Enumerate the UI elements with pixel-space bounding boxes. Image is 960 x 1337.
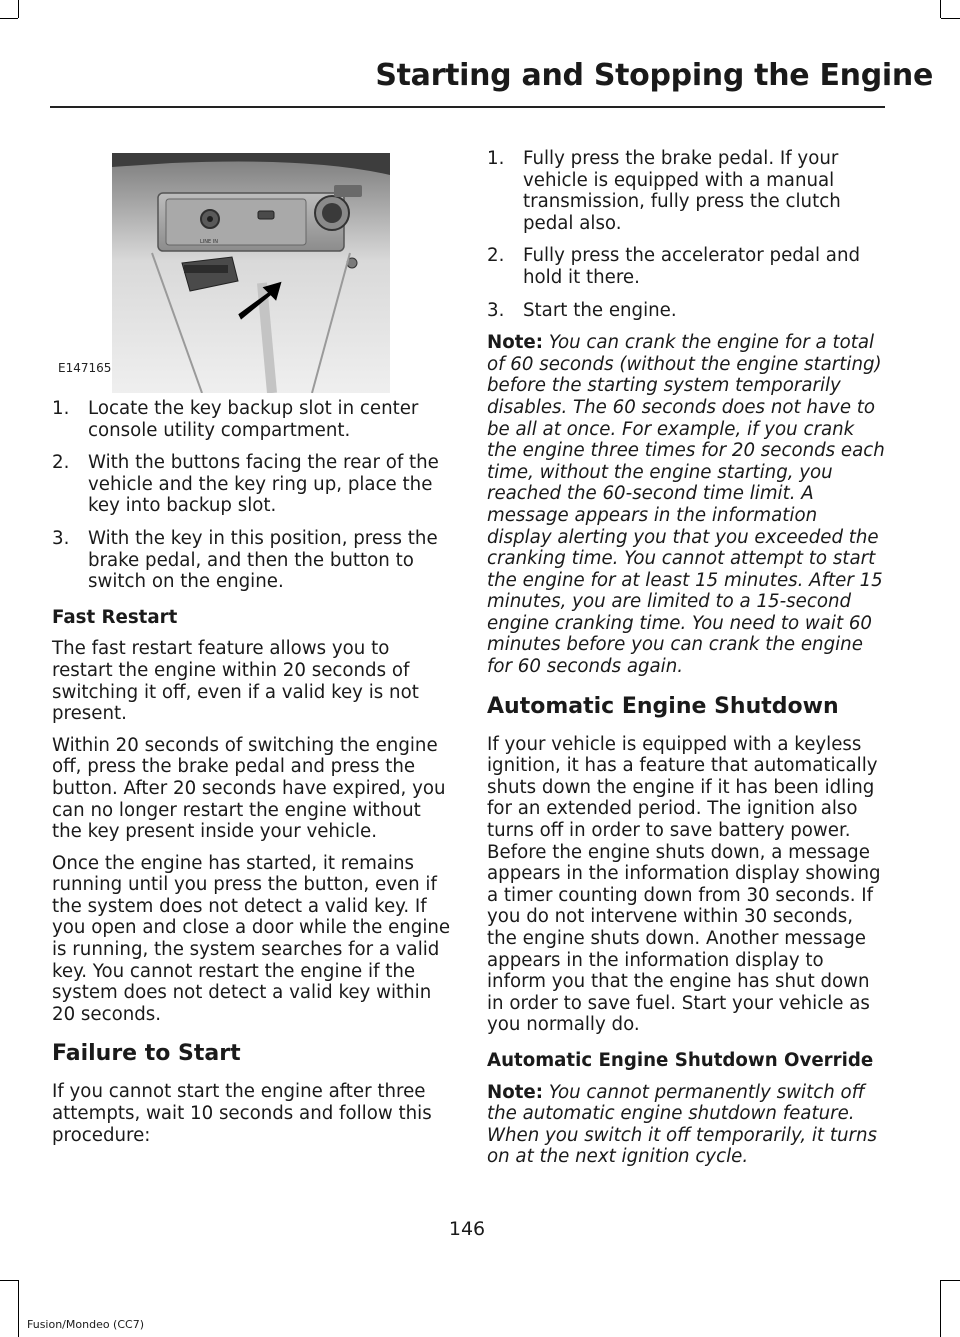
right-column [487,148,885,1178]
automatic-shutdown-heading: Automatic Engine Shutdown [487,693,839,719]
failure-steps [487,148,885,321]
override-note [487,1082,885,1168]
console-slot-illustration [112,153,390,393]
crop-mark [18,1280,19,1337]
shutdown-override-heading: Automatic Engine Shutdown Override [487,1049,874,1071]
list-item [487,245,885,288]
list-item [52,398,452,441]
crop-mark [0,18,18,19]
step-number: 3. [52,527,70,549]
list-item [487,148,885,234]
line-in-label: LINE IN [200,239,218,245]
step-text: With the key in this position, press the brake pedal, and then the button to switch on the engine. [88,527,438,593]
paragraph: Once the engine has started, it remains running until you press the button, even if the system does not detect a valid key. If you open and close a door while the engine is running, the system searches for a valid key. You cannot restart the engine if the system does not detect a valid key within 20 seconds. [52,852,451,1025]
step-text: Locate the key backup slot in center console utility compartment. [88,398,419,441]
note-label: Note: [487,1081,544,1103]
backup-slot-steps [52,398,452,593]
step-number: 2. [52,452,70,474]
cranking-note [487,332,885,678]
page-number: 146 [448,1218,486,1240]
footer-model: Fusion/Mondeo (CC7) [27,1318,145,1331]
paragraph: If you cannot start the engine after three attempts, wait 10 seconds and follow this procedure: [52,1081,432,1146]
paragraph: Within 20 seconds of switching the engine off, press the brake pedal and press the button. After 20 seconds have expired, you can no longer restart the engine without the key present inside your vehicle. [52,734,446,843]
step-number: 3. [487,299,505,321]
crop-mark [18,0,19,18]
step-text: Fully press the brake pedal. If your vehicle is equipped with a manual transmission, fully press the clutch pedal also. [523,148,841,234]
note-label: Note: [487,332,544,354]
crop-mark [0,1280,18,1281]
figure-id: E147165 [58,361,112,375]
crop-mark [941,1280,960,1281]
paragraph: If your vehicle is equipped with a keyless ignition, it has a feature that automatically shuts down the engine if it has been idling for an extended period. The ignition also turns off in order to save battery power. Before the engine shuts down, a message appears in the information display showing a timer counting down from 30 seconds. If you do not intervene within 30 seconds, the engine shuts down. Another message appears in the information display to inform you that the engine has shut down in order to save fuel. Start your vehicle as you normally do. [487,733,881,1036]
note-text: You can crank the engine for a total of 60 seconds (without the engine starting) before the starting system temporarily disables. The 60 seconds does not have to be all at once. For example, if you crank the engine three times for 20 seconds each time, without the engine starting, you reached the 60-second time limit. A message appears in the information display alerting you that you exceeded the cranking time. You cannot attempt to start the engine for at least 15 minutes. After 15 minutes, you are limited to a 15-second engine cranking time. You need to wait 60 minutes before you can crank the engine for 60 seconds again. [487,332,885,678]
console-photo [112,153,390,393]
crop-mark [940,0,941,18]
step-text: Start the engine. [523,299,677,321]
note-text: You cannot permanently switch off the automatic engine shutdown feature. When you switch it off temporarily, it turns on at the next ignition cycle. [487,1081,877,1168]
crop-mark [941,18,960,19]
step-text: Fully press the accelerator pedal and hold it there. [523,245,861,288]
page-title: Starting and Stopping the Engine [375,58,933,93]
list-item [52,452,452,517]
step-text: With the buttons facing the rear of the vehicle and the key ring up, place the key into backup slot. [88,452,439,517]
failure-to-start-heading: Failure to Start [52,1041,241,1067]
crop-mark [940,1280,941,1337]
list-item [52,528,452,593]
fast-restart-heading: Fast Restart [52,606,178,628]
header-divider [50,106,885,108]
paragraph: The fast restart feature allows you to restart the engine within 20 seconds of switching it off, even if a valid key is not present. [52,638,419,725]
step-number: 1. [487,148,505,169]
step-number: 2. [487,245,505,267]
list-item [487,300,885,322]
step-number: 1. [52,398,70,419]
left-column [52,398,452,1156]
